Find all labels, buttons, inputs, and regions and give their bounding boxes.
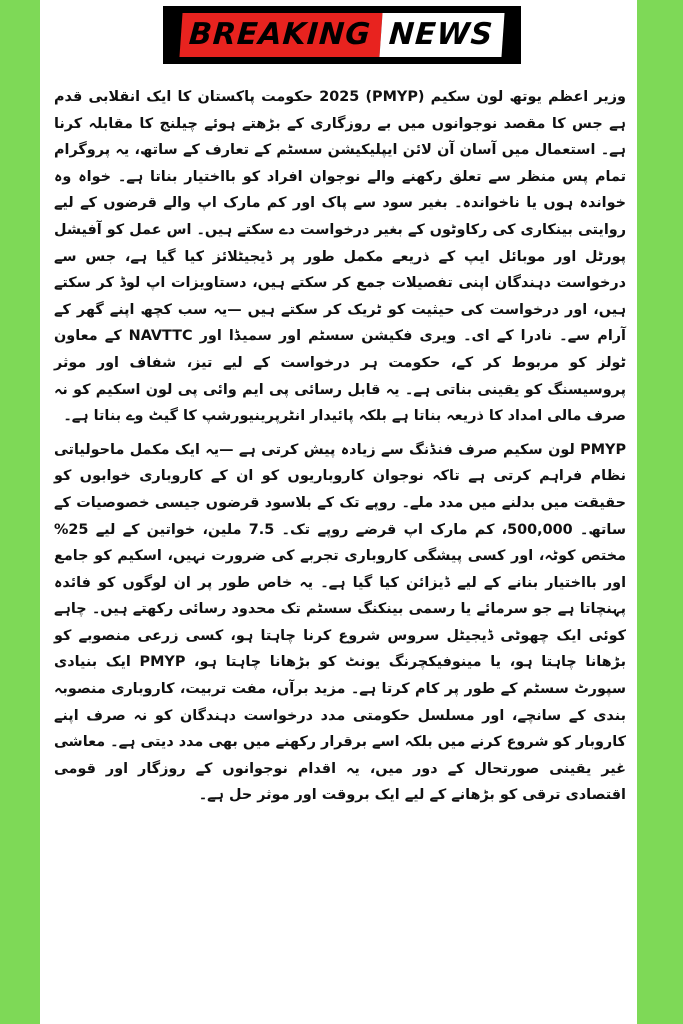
article-body: [54, 84, 626, 809]
banner-word-news: NEWS: [379, 13, 504, 57]
breaking-news-banner: [163, 6, 521, 64]
banner-word-breaking: BREAKING: [179, 13, 382, 57]
article-paragraph-2: PMYP لون سکیم صرف فنڈنگ سے زیادہ پیش کرتی ہے —یہ ایک مکمل ماحولیاتی نظام فراہم کرتی ہے تاکہ نوجوان کاروباریوں کو ان کے کاروباری خوابوں کو حقیقت میں بدلنے میں مدد ملے۔ روپے تک کے بلاسود قرضوں جیسی خصوصیات کے ساتھ۔ 500,000، کم مارک اپ قرضے روپے تک۔ 7.5 ملین، خواتین کے لیے 25% مختص کوٹہ، اور کسی پیشگی کاروباری تجربے کی ضرورت نہیں، اسکیم کو جامع اور بااختیار بنانے کے لیے ڈیزائن کیا گیا ہے۔ یہ خاص طور پر ان لوگوں کو فائدہ پہنچاتا ہے جو سرمائے یا رسمی بینکنگ سسٹم تک محدود رسائی رکھتے ہیں۔ چاہے کوئی ایک چھوٹی ڈیجیٹل سروس شروع کرنا چاہتا ہو، کسی زرعی منصوبے کو بڑھانا چاہتا ہو، یا مینوفیکچرنگ یونٹ کو بڑھانا چاہتا ہو، PMYP ایک بنیادی سپورٹ سسٹم کے طور پر کام کرتا ہے۔ مزید برآں، مفت تربیت، کاروباری منصوبہ بندی کے سانچے، اور مسلسل حکومتی مدد درخواست دہندگان کو نہ صرف اپنے کاروبار کو شروع کرنے میں بلکہ اسے برقرار رکھنے میں بھی مدد دیتی ہے۔ معاشی غیر یقینی صورتحال کے دور میں، یہ اقدام نوجوانوں کے روزگار اور قومی اقتصادی ترقی کو بڑھانے کے لیے ایک بروقت اور موثر حل ہے۔: [54, 441, 626, 804]
article-paragraph-1: وزیر اعظم یوتھ لون سکیم (PMYP) 2025 حکومت پاکستان کا ایک انقلابی قدم ہے جس کا مقصد نوجوانوں میں بے روزگاری کے بڑھتے ہوئے چیلنج کا مقابلہ کرنا ہے۔ استعمال میں آسان آن لائن ایپلیکیشن سسٹم کے تعارف کے ساتھ، یہ پروگرام تمام پس منظر سے تعلق رکھنے والے نوجوان افراد کو بااختیار بناتا ہے۔ خواہ وہ خواندہ ہوں یا ناخواندہ۔ بغیر سود سے پاک اور کم مارک اپ والے قرضوں کے لیے روایتی بینکاری کی رکاوٹوں کے بغیر درخواست دے سکتے ہیں۔ اس عمل کو آفیشل پورٹل اور موبائل ایپ کے ذریعے مکمل طور پر ڈیجیٹلائز کیا گیا ہے، جس سے درخواست دہندگان اپنی تفصیلات جمع کر سکتے ہیں، دستاویزات اپ لوڈ کر سکتے ہیں، اور درخواست کی حیثیت کو ٹریک کر سکتے ہیں —یہ سب کچھ اپنے گھر کے آرام سے۔ نادرا کے ای۔ ویری فکیشن سسٹم اور سمیڈا اور NAVTTC کے معاون ٹولز کو مربوط کر کے، حکومت ہر درخواست کے لیے تیز، شفاف اور موثر پروسیسنگ کو یقینی بناتی ہے۔ یہ قابل رسائی پی ایم وائی پی لون اسکیم کو نہ صرف مالی امداد کا ذریعہ بناتا ہے بلکہ پائیدار انٹرپرینیورشپ کا گیٹ وے بناتا ہے۔: [54, 89, 626, 425]
banner-inner: [181, 13, 503, 57]
